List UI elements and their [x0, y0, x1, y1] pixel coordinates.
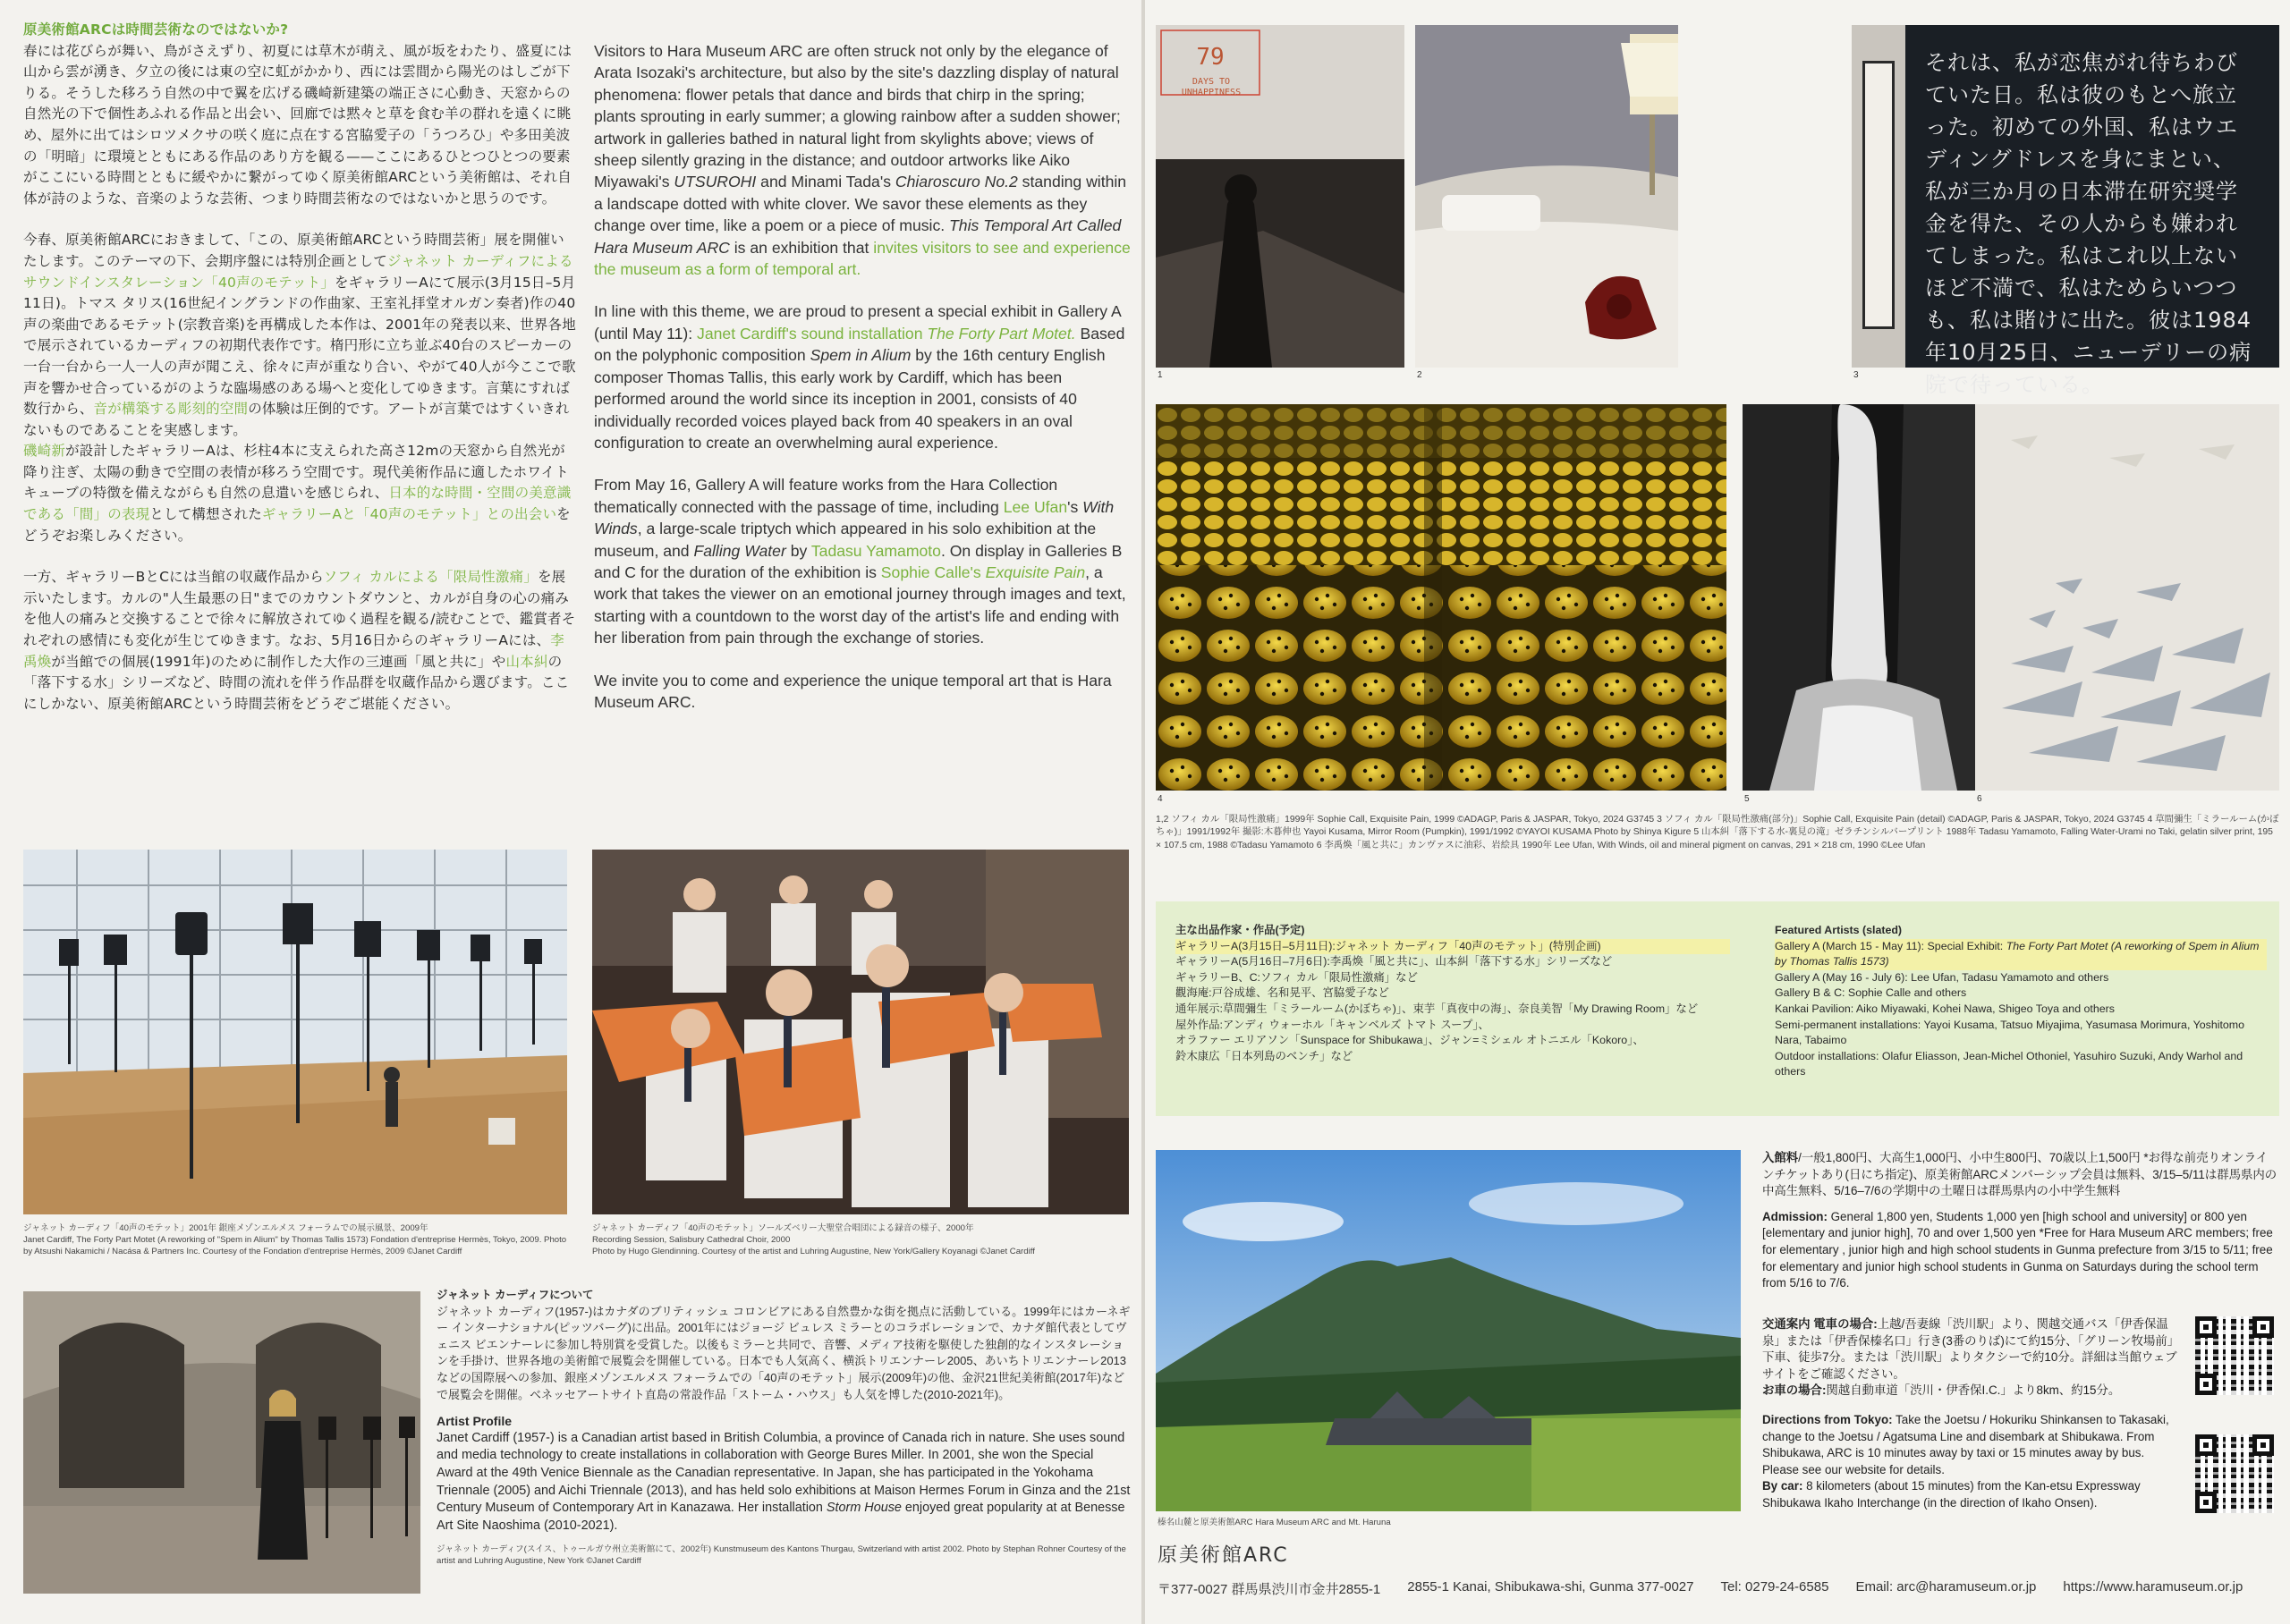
artist-about	[437, 1288, 1131, 1567]
featured-en-item-1: Gallery B & C: Sophie Calle and others	[1775, 986, 1967, 1000]
photo-6-with-winds	[1975, 404, 2279, 791]
landscape-image	[1156, 1150, 1741, 1511]
photo-museum-landscape	[1156, 1150, 1741, 1511]
telephone: Tel: 0279-24-6585	[1720, 1579, 1829, 1594]
museum-logo-name: 原美術館ARC	[1158, 1544, 1289, 1567]
featured-en-heading: Featured Artists (slated)	[1775, 924, 1903, 936]
days-to-unhappiness-label: DAYS TO UNHAPPINESS	[1181, 77, 1242, 97]
featured-jp-item-4: 通年展示:草間彌生「ミラールーム(かぼちゃ)」、束芋「真夜中の海」、奈良美智「My Drawing Room」など	[1175, 1002, 1699, 1015]
admission-en: Admission: General 1,800 yen, Students 1,000 yen [high school and university] or 800 yen [elementary and junior high], 70 and over 1,500 yen *Free for Hara Museum ARC members; free for elementary , junior high and high school students in Gunma prefecture from 3/15 to 5/11; free for elementary and junior high school students in Gunma on Saturdays during the school term from 5/16 to 7/6.	[1762, 1209, 2273, 1290]
access-jp: 交通案内 電車の場合:上越/吾妻線「渋川駅」より、関越交通バス「伊香保温泉」または「伊香保榛名口」行き(3番のりば)にて約15分、「グリーン牧場前」下車、徒歩7分。または「渋川駅」よりタクシーで約10分。詳細は当館ウェブサイトをご確認ください。 お車の場合:関越自動車道「渋川・伊香保I.C.」より8km、約15分。	[1762, 1317, 2180, 1398]
caption-gallery-speakers: ジャネット カーディフ「40声のモテット」2001年 銀座メゾンエルメス フォーラムでの展示風景、2009年 Janet Cardiff, The Forty Part Motet (A reworking of "Spem in Alium" by Thomas Tallis 1573) Fondation d'entreprise Hermès, Tokyo, 2009. Photo by Atsushi Nakamichi / Nacása & Partners Inc. Courtesy of the Fondation d'entreprise Hermès, 2009 ©Janet Cardiff	[23, 1223, 567, 1256]
featured-en-item-4: Outdoor installations: Olafur Eliasson, Jean-Michel Othoniel, Yasuhiro Suzuki, Andy Warhol and others	[1775, 1049, 2243, 1078]
photo-4-kusama-mirror-room	[1156, 404, 1726, 791]
qr-code-english[interactable]	[2195, 1434, 2274, 1513]
featured-en-item-2: Kankai Pavilion: Aiko Miyawaki, Kohei Nawa, Shigeo Toya and others	[1775, 1002, 2115, 1015]
featured-jp-item-7: 鈴木康広「日本列島のベンチ」など	[1175, 1049, 1353, 1062]
address-jp: 〒377-0027 群馬県渋川市金井2855-1	[1158, 1582, 1381, 1597]
speaker-installation-image	[23, 850, 567, 1214]
featured-jp-heading: 主な出品作家・作品(予定)	[1175, 924, 1305, 936]
about-en-text: Janet Cardiff (1957-) is a Canadian artist based in British Columbia, a province of Canada rich in nature. She uses sound and media technology to create installations in collaboration with George Bures Miller. In 2001, she won the Special Award at the 49th Venice Biennale as the Canadian representative. In Japan, she has participated in the Yokohama Triennale (2005) and Aichi Triennale (2013), and has held solo exhibitions at Maison Hermes Forum in Ginza and the 21st Century Museum of Contemporary Art in Kanazawa. Her installation Storm House enjoyed great popularity at at Benesse Art Site Naoshima (2010-2021).	[437, 1430, 1131, 1533]
choir-image	[592, 850, 1129, 1214]
featured-jp-item-6: オラファー エリアソン「Sunspace for Shibukawa」、ジャン=ミシェル オトニエル「Kokoro」、	[1175, 1034, 1644, 1047]
jp-intro-column	[23, 20, 578, 735]
website-link[interactable]: https://www.haramuseum.or.jp	[2063, 1579, 2243, 1594]
right-page	[1145, 0, 2290, 1624]
left-page	[0, 0, 1141, 1624]
days-counter-number: 79	[1196, 44, 1225, 71]
about-en-heading: Artist Profile	[437, 1414, 513, 1429]
en-paragraph-4: We invite you to come and experience the unique temporal art that is Hara Museum ARC.	[594, 671, 1112, 711]
featured-artists-panel	[1156, 901, 2279, 1116]
featured-jp-item-3: 觀海庵:戸谷成雄、名和晃平、宮脇愛子など	[1175, 986, 1389, 1000]
featured-jp-item-1: ギャラリーA(5月16日–7月6日):李禹煥「風と共に」、山本糾「落下する水」シリーズなど	[1175, 955, 1613, 968]
about-jp-text: ジャネット カーディフ(1957-)はカナダのブリティッシュ コロンビアにある自然豊かな街を拠点に活動している。1999年にはカーネギー インターナショナル(ピッツバーグ)に出品。2001年にはジョージ ビュレス ミラーとのコラボレーションで、カナダ館代表としてヴェニス ビエンナーレに参加し特別賞を受賞した。以後もミラーと共同で、音響、メディア技術を駆使した独創的なインスタレーションを手掛け、世界各地の美術館で展覧会を開催している。日本でも人気高く、横浜トリエンナーレ2005、あいちトリエンナーレ2013などの国際展への参加、銀座メゾンエルメス フォーラムでの「40声のモテット」展示(2009年)の他、金沢21世紀美術館(2017年)などで展覧会を開催。ベネッセアートサイト直島の常設作品「ストーム・ハウス」も人気を博した(2010-2021年)。	[437, 1304, 1131, 1401]
photo-number-6: 6	[1977, 794, 1982, 804]
artist-portrait-image	[23, 1291, 420, 1594]
photo-3-frame	[1862, 61, 1895, 329]
photo-5-image	[1743, 404, 1979, 791]
footer-contact	[1158, 1579, 2281, 1598]
photo-1-sophie-calle	[1156, 25, 1404, 368]
caption-artist-portrait: ジャネット カーディフ(スイス、トゥールガウ州立美術館にて、2002年) Kunstmuseum des Kantons Thurgau, Switzerland with artist 2002. Photo by Stephan Rohner Courtesy of the artist and Luhring Augustine, New York ©Janet Cardiff	[437, 1544, 1126, 1567]
photo-artist-portrait	[23, 1291, 420, 1594]
info-column	[1762, 1150, 2279, 1292]
qr-code-japanese[interactable]	[2195, 1316, 2274, 1395]
photo-number-2: 2	[1417, 370, 1422, 380]
admission-jp: 入館料/一般1,800円、大高生1,000円、小中生800円、70歳以上1,500円 *お得な前売りオンラインチケットあり(日にち指定)、原美術館ARCメンバーシップ会員は無料、3/15–5/11は群馬県内の中高生無料、5/16–7/6の学期中の土曜日は群馬県内の小中学生無料	[1762, 1151, 2277, 1198]
photo-number-3: 3	[1853, 370, 1859, 380]
featured-en-column	[1775, 923, 2267, 1080]
featured-jp-item-0: ギャラリーA(3月15日–5月11日):ジャネット カーディフ「40声のモテット」(特別企画)	[1175, 939, 1730, 955]
email-link[interactable]: Email: arc@haramuseum.or.jp	[1855, 1579, 2037, 1594]
featured-en-item-special: Gallery A (March 15 - May 11): Special Exhibit: The Forty Part Motet (A reworking of Spem in Alium by Thomas Tallis 1573)	[1775, 939, 2267, 970]
jp-paragraph-2: 今春、原美術館ARCにおきまして、「この、原美術館ARCという時間芸術」展を開催いたします。このテーマの下、会期序盤には特別企画としてジャネット カーディフによるサウンドインスタレーション「40声のモテット」をギャラリーAにて展示(3月15日–5月11日)。トマス タリス(16世紀イングランドの作曲家、王室礼拝堂オルガン奏者)作の40声の楽曲であるモテット(宗教音楽)を再構成した本作は、2001年の発表以来、世界各地で展示されているカーディフの初期代表作です。楕円形に立ち並ぶ40台のスピーカーの一台一台から一人一人の声が聞こえ、徐々に声が重なり合い、やがて40人が今ここで歌声を響かせ合っているがのような臨場感のある場へと変化してゆきます。言葉にすれば数行から、音が構築する彫刻的空間の体験は圧倒的です。アートが言葉ではすくいきれないものであることを実感します。 磯崎新が設計したギャラリーAは、杉柱4本に支えられた高さ12mの天窓から自然光が降り注ぎ、太陽の動きで空間の表情が移ろう空間です。現代美術作品に適したホワイトキューブの特徴を備えながらも自然の息遣いを感じられ、日本的な時間・空間の美意識である「間」の表現として構想されたギャラリーAと「40声のモテット」との出会いをどうぞお楽しみください。	[23, 232, 576, 544]
photo-4-image	[1156, 404, 1726, 791]
photo-5-falling-water	[1743, 404, 1979, 791]
en-paragraph-3: From May 16, Gallery A will feature works from the Hara Collection thematically connected with the passage of time, including Lee Ufan's With Winds, a large-scale triptych which appeared in his solo exhibition at the museum, and Falling Water by Tadasu Yamamoto. On display in Galleries B and C for the duration of the exhibition is Sophie Calle's Exquisite Pain, a work that takes the viewer on an emotional journey through images and text, starting with a countdown to the worst day of the artist's life and ending with her liberation from pain through the exchange of stories.	[594, 476, 1126, 647]
photo-2-image	[1415, 25, 1678, 368]
en-intro-column	[594, 40, 1131, 733]
en-paragraph-2: In line with this theme, we are proud to present a special exhibit in Gallery A (until May 11): Janet Cardiff's sound installation The Forty Part Motet. Based on the polyphonic composition Spem in Alium by the 16th century English composer Thomas Tallis, this early work by Cardiff, which has been performed around the world since its inception in 2001, consists of 40 individually recorded voices played back from 40 speakers in an oval configuration to create an overwhelming aural experience.	[594, 302, 1125, 452]
featured-jp-item-5: 屋外作品:アンディ ウォーホル「キャンベルズ トマト スープ」、	[1175, 1018, 1489, 1031]
jp-intro-paragraph: 春には花びらが舞い、鳥がさえずり、初夏には草木が萌え、風が坂をわたり、盛夏には山から雲が湧き、夕立の後には東の空に虹がかかり、西には雲間から陽光のはしごが下りる。そうした移ろう自然の中で翼を広げる磯崎新建築の端正さに心動き、天窓からの自然光の下で個性あふれる作品と出会い、回廊では黙々と草を食む羊の群れを遠くに眺め、屋外に出てはシロツメクサの咲く庭に点在する宮脇愛子の「うつろひ」や多田美波の「明暗」に環境とともにある作品のあり方を観る——ここにあるひとつひとつの要素がここにいる時間とともに緩やかに繋がってゆく原美術館ARCという美術館は、それ自体が詩のような、音楽のような芸術、つまり時間芸術なのではないかと思うのです。	[23, 42, 572, 207]
caption-choir: ジャネット カーディフ「40声のモテット」ソールズベリー大聖堂合唱団による録音の様子、2000年 Recording Session, Salisbury Cathedral Choir, 2000 Photo by Hugo Glendinning. Courtesy of the artist and Luhring Augustine, New York/Gallery Koyanagi ©Janet Cardiff	[592, 1223, 1035, 1256]
access-column	[1762, 1316, 2183, 1512]
photo-6-image	[1975, 404, 2279, 791]
en-paragraph-1: Visitors to Hara Museum ARC are often struck not only by the elegance of Arata Isozaki's architecture, but also by the site's dazzling display of natural phenomena: flower petals that dance and birds that chirp in the spring; plants sprouting in early summer; a glowing rainbow after a sudden shower; artwork in galleries bathed in natural light from skylights above; views of sheep silently grazing in the distance; and outdoor artworks like Aiko Miyawaki's UTSUROHI and Minami Tada's Chiaroscuro No.2 standing within a landscape dotted with white clover. We savor these elements as they change over time, like a poem or a piece of music. This Temporal Art Called Hara Museum ARC is an exhibition that invites visitors to see and experience the museum as a form of temporal art.	[594, 42, 1131, 279]
photo-3-sophie-calle-detail	[1852, 25, 2279, 397]
access-en: Directions from Tokyo: Take the Joetsu / Hokuriku Shinkansen to Takasaki, change to the Joetsu / Agatsuma Line and disembark at Shibukawa. From Shibukawa, ARC is 10 minutes away by taxi or 15 minutes away by bus. Please see our website for details. By car: 8 kilometers (about 15 minutes) from the Kan-etsu Expressway Shibukawa Ikaho Interchange (in the direction of Ikaho Onsen).	[1762, 1412, 2169, 1510]
photo-2-sophie-calle	[1415, 25, 1678, 368]
featured-jp-item-2: ギャラリーB、C:ソフィ カル「限局性激痛」など	[1175, 970, 1418, 984]
featured-jp-column	[1175, 923, 1730, 1064]
address-en: 2855-1 Kanai, Shibukawa-shi, Gunma 377-0027	[1407, 1579, 1694, 1594]
photo-number-1: 1	[1158, 370, 1163, 380]
photo-gallery-speakers	[23, 850, 567, 1214]
photo-number-5: 5	[1744, 794, 1750, 804]
featured-en-item-3: Semi-permanent installations: Yayoi Kusama, Tatsuo Miyajima, Yasumasa Morimura, Yoshitomo Nara, Tabaimo	[1775, 1018, 2245, 1047]
photo-choir-recording	[592, 850, 1129, 1214]
about-jp-heading: ジャネット カーディフについて	[437, 1289, 594, 1301]
featured-en-item-0: Gallery A (May 16 - July 6): Lee Ufan, Tadasu Yamamoto and others	[1775, 970, 2109, 984]
photo-number-4: 4	[1158, 794, 1163, 804]
photo-captions: 1,2 ソフィ カル「限局性激痛」1999年 Sophie Call, Exquisite Pain, 1999 ©ADAGP, Paris & JASPAR, Tokyo, 2024 G3745 3 ソフィ カル「限局性激痛(部分)」Sophie Call, Exquisite Pain (detail) ©ADAGP, Paris & JASPAR, Tokyo, 2024 G3745 4 草間彌生「ミラールーム(かぼちゃ)」1991/1992年 撮影:木暮伸也 Yayoi Kusama, Mirror Room (Pumpkin), 1991/1992 ©YAYOI KUSAMA Photo by Shinya Kigure 5 山本糾「落下する水-裏見の滝」ゼラチンシルバープリント 1988年 Tadasu Yamamoto, Falling Water-Urami no Taki, gelatin silver print, 195 × 107.5 cm, 1988 ©Tadasu Yamamoto 6 李禹煥「風と共に」カンヴァスに油彩、岩絵具 1990年 Lee Ufan, With Winds, oil and mineral pigment on canvas, 291 × 218 cm, 1990 ©Lee Ufan	[1156, 815, 2279, 850]
jp-paragraph-4: 一方、ギャラリーBとCには当館の収蔵作品からソフィ カルによる「限局性激痛」を展示いたします。カルの"人生最悪の日"までのカウントダウンと、カルが自身の心の痛みを他人の痛みと交換することで徐々に解放されてゆく過程を観る/読むことで、鑑賞者それぞれの感情にも変化が生じてゆきます。なお、5月16日からのギャラリーAには、李禹煥が当館での個展(1991年)のために制作した大作の三連画「風と共に」や山本糾の「落下する水」シリーズなど、時間の流れを伴う作品群を収蔵作品から選びます。ここにしかない、原美術館ARCという時間芸術をどうぞご堪能ください。	[23, 569, 576, 712]
photo-3-embroidered-text: それは、私が恋焦がれ待ちわびていた日。私は彼のもとへ旅立った。初めての外国、私はウエディングドレスを身にまとい、私が三か月の日本滞在研究奨学金を得た、その人からも嫌われてしまった。私はこれ以上ないほど不満で、私はためらいつつも、私は賭けに出た。彼は1984年10月25日、ニューデリーの病院で待っている。	[1925, 50, 2252, 397]
caption-landscape: 榛名山麓と原美術館ARC Hara Museum ARC and Mt. Haruna	[1158, 1518, 1391, 1527]
jp-heading: 原美術館ARCは時間芸術なのではないか?	[23, 21, 289, 38]
